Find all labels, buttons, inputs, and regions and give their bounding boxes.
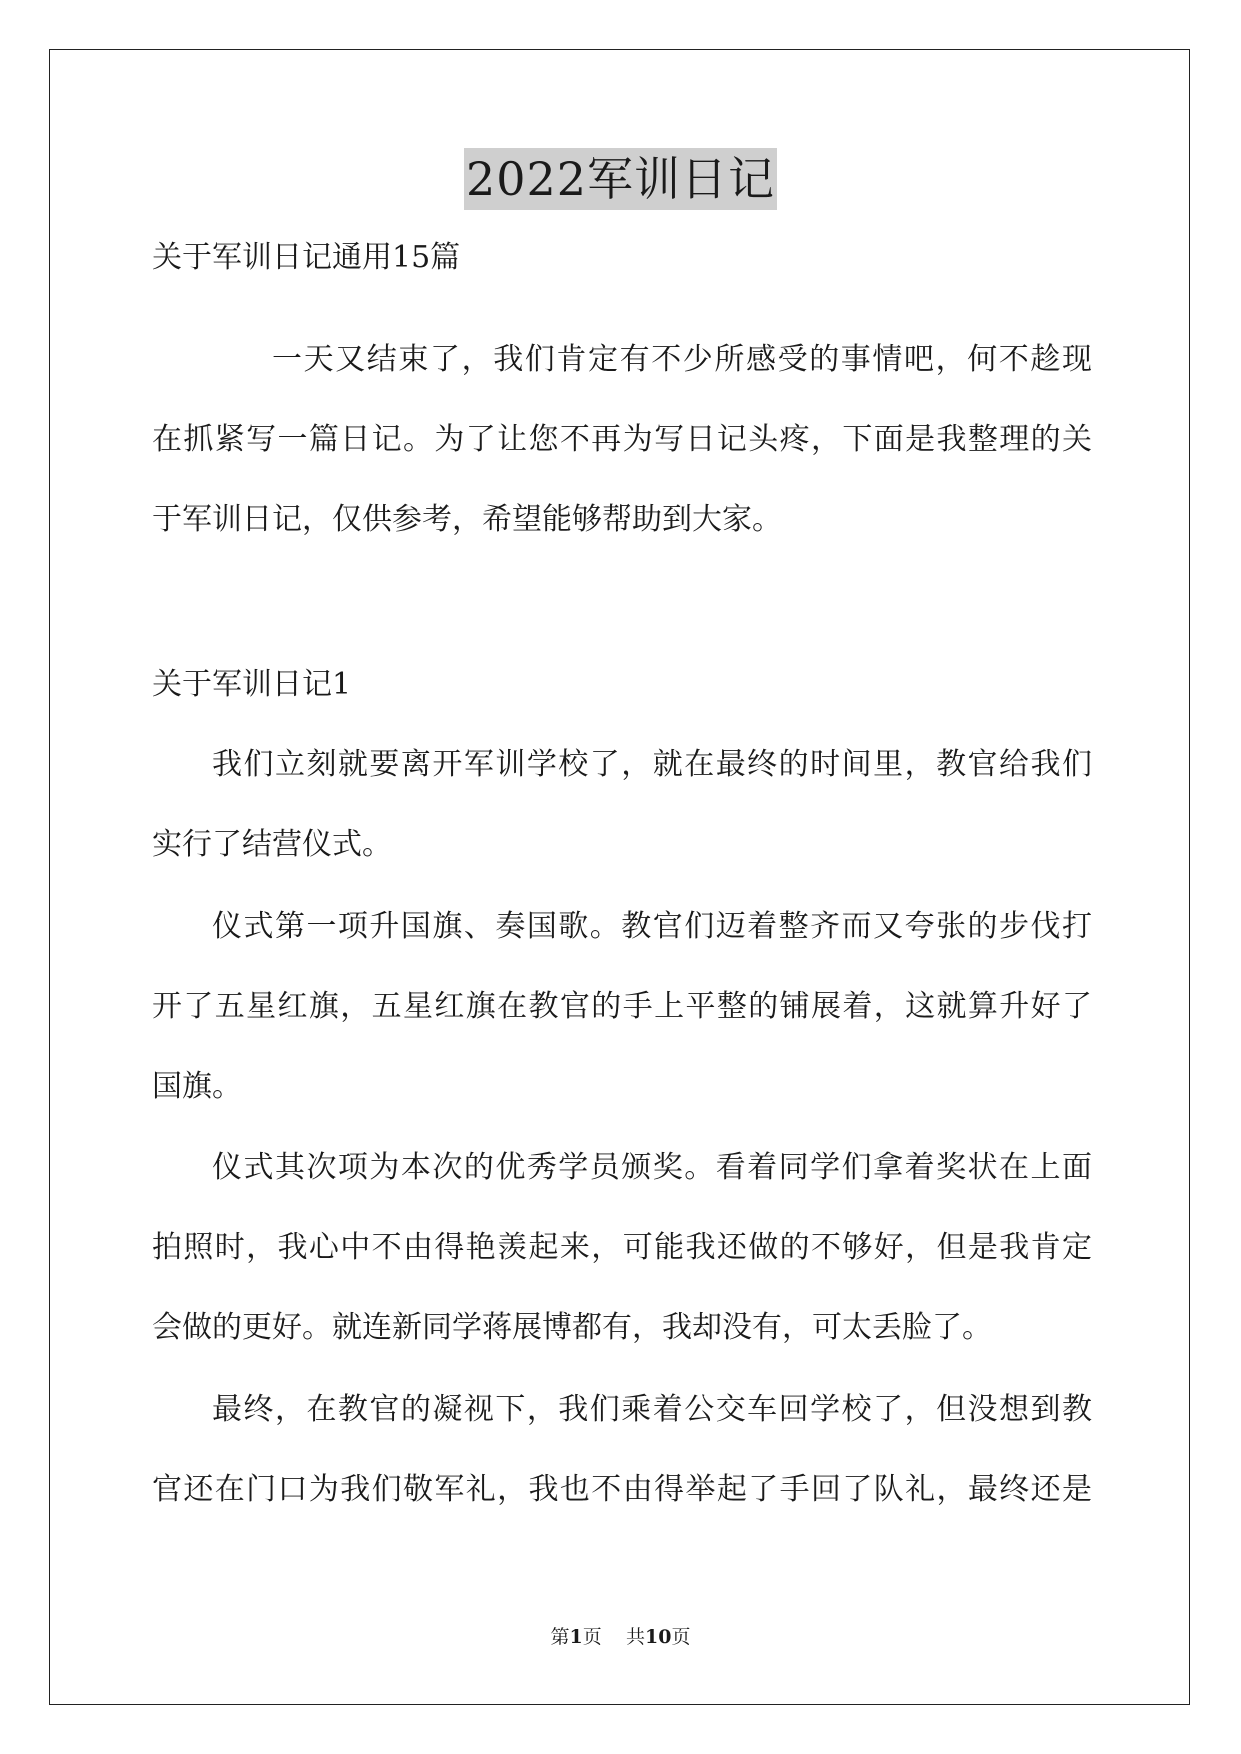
paragraph-line: 拍照时，我心中不由得艳羡起来，可能我还做的不够好，但是我肯定: [152, 1230, 1092, 1265]
footer-page-current: 1: [569, 1626, 583, 1648]
paragraph-line: 会做的更好。就连新同学蒋展博都有，我却没有，可太丢脸了。: [152, 1310, 992, 1345]
paragraph-line: 官还在门口为我们敬军礼，我也不由得举起了手回了队礼，最终还是: [152, 1472, 1092, 1507]
footer-page-prefix: 第: [550, 1626, 570, 1648]
subtitle: 关于军训日记通用15篇: [152, 240, 461, 275]
paragraph-line: 在抓紧写一篇日记。为了让您不再为写日记头疼，下面是我整理的关: [152, 422, 1092, 457]
section-heading: 关于军训日记1: [152, 667, 352, 702]
paragraph-line: 最终，在教官的凝视下，我们乘着公交车回学校了，但没想到教: [212, 1392, 1092, 1427]
page-footer: [0, 1625, 1241, 1649]
footer-page-suffix: 页: [582, 1626, 602, 1648]
footer-page-total: 10: [644, 1626, 672, 1648]
paragraph-line: 于军训日记，仅供参考，希望能够帮助到大家。: [152, 502, 782, 537]
paragraph-line: 一天又结束了，我们肯定有不少所感受的事情吧，何不趁现: [272, 342, 1092, 377]
paragraph-line: 仪式其次项为本次的优秀学员颁奖。看着同学们拿着奖状在上面: [212, 1150, 1092, 1185]
page-border: [49, 49, 1190, 1705]
paragraph-line: 我们立刻就要离开军训学校了，就在最终的时间里，教官给我们: [212, 747, 1092, 782]
paragraph-line: 国旗。: [152, 1069, 242, 1104]
paragraph-line: 仪式第一项升国旗、奏国歌。教官们迈着整齐而又夸张的步伐打: [212, 909, 1092, 944]
document-title: 2022军训日记: [464, 148, 777, 210]
footer-total-prefix: 共: [625, 1626, 645, 1648]
paragraph-line: 实行了结营仪式。: [152, 827, 392, 862]
paragraph-line: 开了五星红旗，五星红旗在教官的手上平整的铺展着，这就算升好了: [152, 989, 1092, 1024]
title-container: [0, 148, 1241, 210]
footer-total-suffix: 页: [671, 1626, 691, 1648]
